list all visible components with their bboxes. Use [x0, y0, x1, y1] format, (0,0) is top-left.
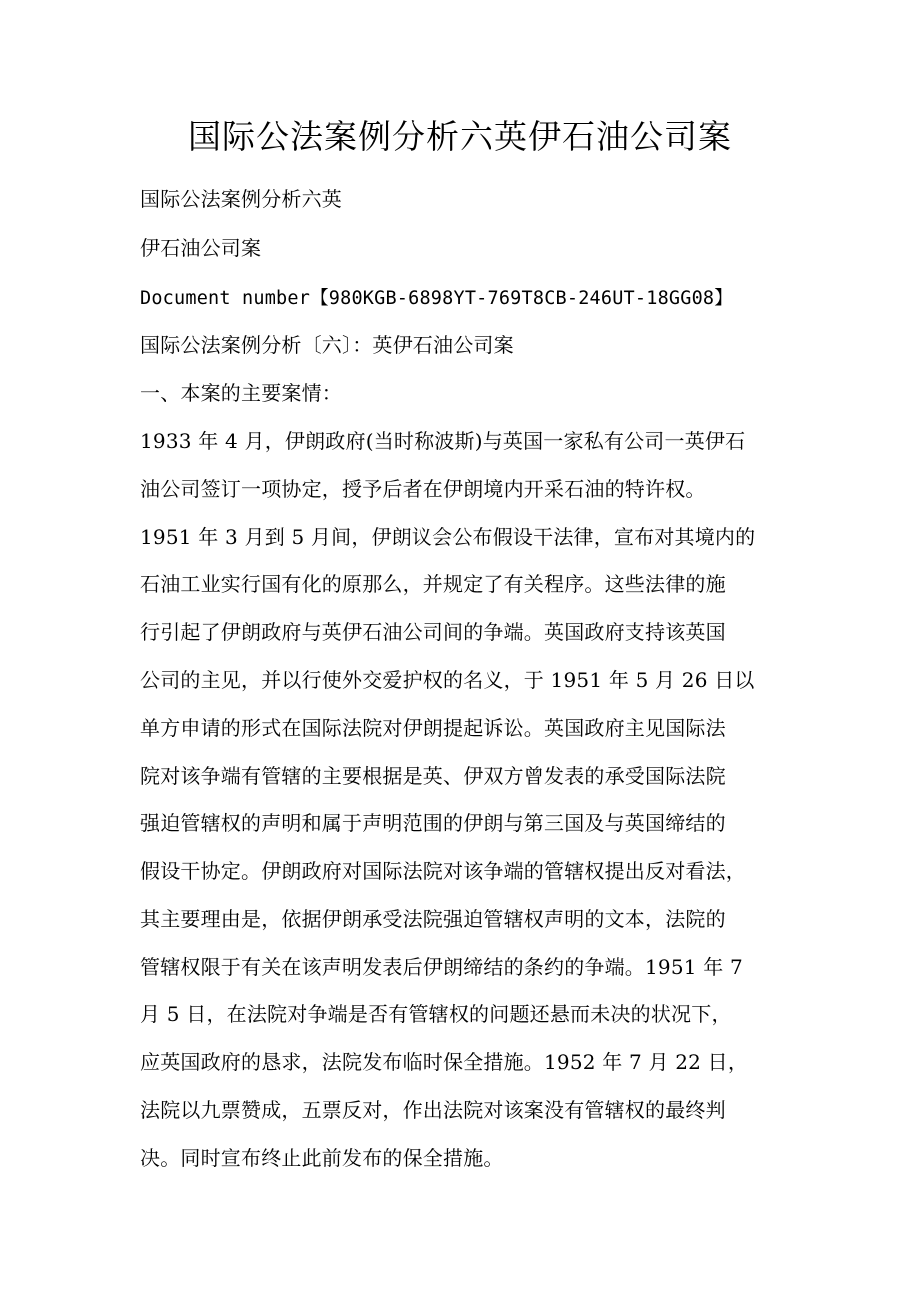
body-line: 其主要理由是，依据伊朗承受法院强迫管辖权声明的文本，法院的: [140, 907, 726, 931]
subtitle-line-1: 国际公法案例分析六英: [140, 187, 342, 211]
body-line: 1951 年 3 月到 5 月间，伊朗议会公布假设干法律，宣布对其境内的: [140, 525, 756, 549]
body-line: 月 5 日，在法院对争端是否有管辖权的问题还悬而未决的状况下，: [140, 1002, 732, 1026]
document-title: 国际公法案例分析六英伊石油公司案: [188, 117, 732, 156]
body-line: 行引起了伊朗政府与英伊石油公司间的争端。英国政府支持该英国: [140, 620, 726, 644]
body-line: 假设干协定。伊朗政府对国际法院对该争端的管辖权提出反对看法，: [140, 859, 746, 883]
body-line: 单方申请的形式在国际法院对伊朗提起诉讼。英国政府主见国际法: [140, 716, 726, 740]
body-line: 1933 年 4 月，伊朗政府(当时称波斯)与英国一家私有公司一英伊石: [140, 429, 746, 453]
body-line: 法院以九票赞成，五票反对，作出法院对该案没有管辖权的最终判: [140, 1098, 726, 1122]
subtitle-line-2: 伊石油公司案: [140, 236, 262, 260]
body-line: 油公司签订一项协定，授予后者在伊朗境内开采石油的特许权。: [140, 477, 706, 501]
document-number: Document number【980KGB-6898YT-769T8CB-246UT-18GG08】: [140, 288, 733, 309]
body-line: 应英国政府的恳求，法院发布临时保全措施。1952 年 7 月 22 日，: [140, 1050, 749, 1074]
case-heading: 国际公法案例分析〔六〕：英伊石油公司案: [140, 333, 514, 357]
section-heading: 一、本案的主要案情：: [140, 381, 342, 405]
body-line: 决。同时宣布终止此前发布的保全措施。: [140, 1146, 504, 1170]
body-line: 强迫管辖权的声明和属于声明范围的伊朗与第三国及与英国缔结的: [140, 811, 726, 835]
body-line: 石油工业实行国有化的原那么，并规定了有关程序。这些法律的施: [140, 572, 726, 596]
body-line: 管辖权限于有关在该声明发表后伊朗缔结的条约的争端。1951 年 7: [140, 955, 743, 979]
body-line: 院对该争端有管辖的主要根据是英、伊双方曾发表的承受国际法院: [140, 764, 726, 788]
body-line: 公司的主见，并以行使外交爱护权的名义，于 1951 年 5 月 26 日以: [140, 668, 755, 692]
